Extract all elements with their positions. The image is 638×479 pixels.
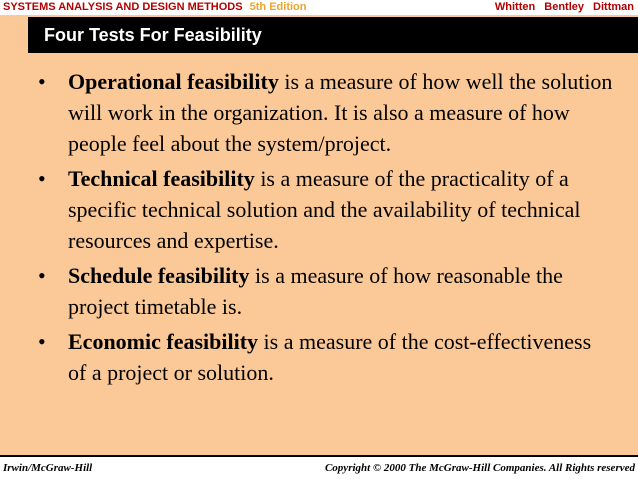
course-title-group <box>3 0 306 15</box>
slide-title: Four Tests For Feasibility <box>44 25 262 45</box>
bullet-list <box>38 66 613 392</box>
title-bar <box>28 17 638 53</box>
bullet-term: Economic feasibility <box>68 329 259 354</box>
authors: Whitten Bentley Dittman <box>494 1 634 13</box>
publisher: Irwin/McGraw-Hill <box>3 462 93 474</box>
bullet-icon: • <box>38 69 46 94</box>
bullet-economic <box>38 326 613 388</box>
header-bar <box>0 0 638 15</box>
copyright: Copyright © 2000 The McGraw-Hill Companies. All Rights reserved <box>324 462 635 474</box>
bullet-text: is a measure of how reasonable the project timetable is. <box>68 263 563 319</box>
course-title: SYSTEMS ANALYSIS AND DESIGN METHODS <box>3 1 243 13</box>
bullet-technical <box>38 163 613 256</box>
bullet-text: is a measure of the cost-effectiveness of a project or solution. <box>68 329 592 385</box>
footer-bar <box>0 457 638 479</box>
bullet-schedule <box>38 260 613 322</box>
bullet-icon: • <box>38 263 46 288</box>
bullet-operational <box>38 66 613 159</box>
bullet-text: is a measure of how well the solution will work in the organization. It is also a measure of how people feel about the system/project. <box>68 69 613 156</box>
bullet-term: Schedule feasibility <box>68 263 250 288</box>
bullet-text: is a measure of the practicality of a specific technical solution and the availability of technical resources and expertise. <box>68 166 581 253</box>
edition-label: 5th Edition <box>249 1 307 13</box>
bullet-term: Operational feasibility <box>68 69 279 94</box>
bullet-term: Technical feasibility <box>68 166 255 191</box>
bullet-icon: • <box>38 329 46 354</box>
bullet-icon: • <box>38 166 46 191</box>
